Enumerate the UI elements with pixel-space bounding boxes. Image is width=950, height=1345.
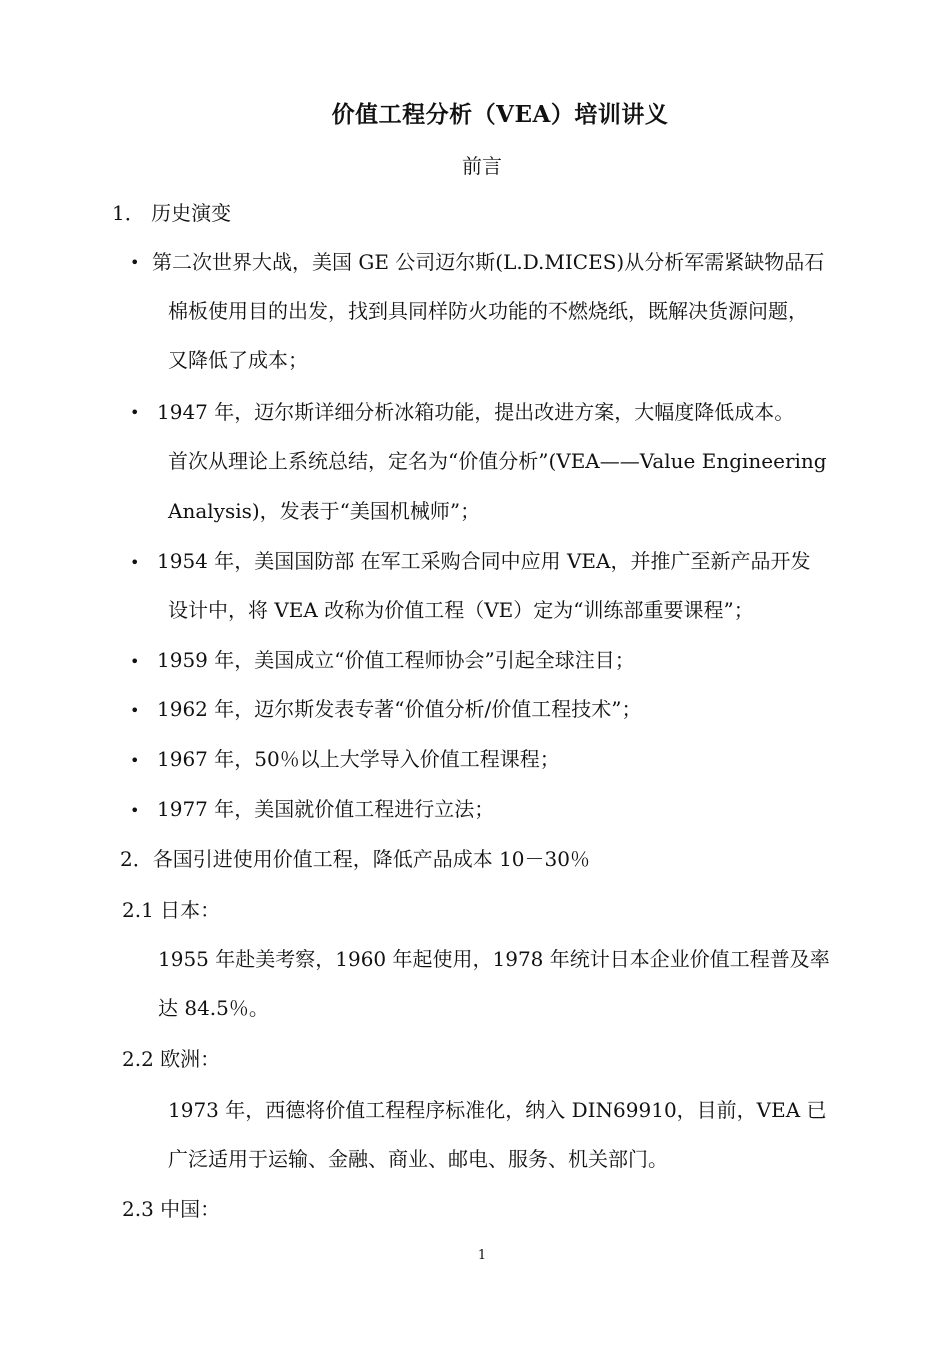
bullet-icon: • [130,553,140,572]
europe-text-line-2: 广泛适用于运输、金融、商业、邮电、服务、机关部门。 [168,1147,668,1171]
china-heading: 2.3 中国： [122,1197,221,1221]
europe-text-line-1: 1973 年，西德将价值工程程序标准化，纳入 DIN69910，目前，VEA 已 [168,1098,827,1122]
europe-heading: 2.2 欧洲： [122,1047,221,1071]
history-item-7: 1977 年，美国就价值工程进行立法； [157,797,495,821]
history-item-5: 1962 年，迈尔斯发表专著“价值分析/价值工程技术”； [157,697,642,721]
bullet-icon: • [130,403,140,422]
page-number: 1 [477,1248,487,1263]
japan-text-line-2: 达 84.5％。 [158,996,269,1020]
bullet-icon: • [130,751,140,770]
document-title: 价值工程分析（VEA）培训讲义 [331,101,669,128]
history-item-1-line-2: 棉板使用目的出发，找到具同样防火功能的不燃烧纸，既解决货源问题， [168,299,808,323]
history-item-2-line-2: 首次从理论上系统总结，定名为“价值分析”(VEA——Value Engineering [168,449,827,473]
japan-text-line-1: 1955 年赴美考察，1960 年起使用，1978 年统计日本企业价值工程普及率 [158,947,830,971]
history-item-2-line-3: Analysis)，发表于“美国机械师”； [168,499,481,523]
section-2-heading: 2．各国引进使用价值工程，降低产品成本 10－30％ [120,847,590,871]
bullet-icon: • [130,801,140,820]
japan-heading: 2.1 日本： [122,898,221,922]
history-item-3-line-1: 1954 年，美国国防部 在军工采购合同中应用 VEA，并推广至新产品开发 [157,549,811,573]
history-item-4: 1959 年，美国成立“价值工程师协会”引起全球注目； [157,648,635,672]
bullet-icon: • [130,652,140,671]
bullet-icon: • [130,253,140,272]
section-1-heading: 1． 历史演变 [112,201,232,225]
history-item-6: 1967 年，50％以上大学导入价值工程课程； [157,747,560,771]
bullet-icon: • [130,701,140,720]
history-item-3-line-2: 设计中，将 VEA 改称为价值工程（VE）定为“训练部重要课程”； [168,598,754,622]
preface-heading: 前言 [462,154,502,178]
history-item-1-line-3: 又降低了成本； [168,348,308,372]
history-item-2-line-1: 1947 年，迈尔斯详细分析冰箱功能，提出改进方案，大幅度降低成本。 [157,400,795,424]
history-item-1-line-1: 第二次世界大战，美国 GE 公司迈尔斯(L.D.MICES)从分析军需紧缺物品石 [152,250,825,274]
